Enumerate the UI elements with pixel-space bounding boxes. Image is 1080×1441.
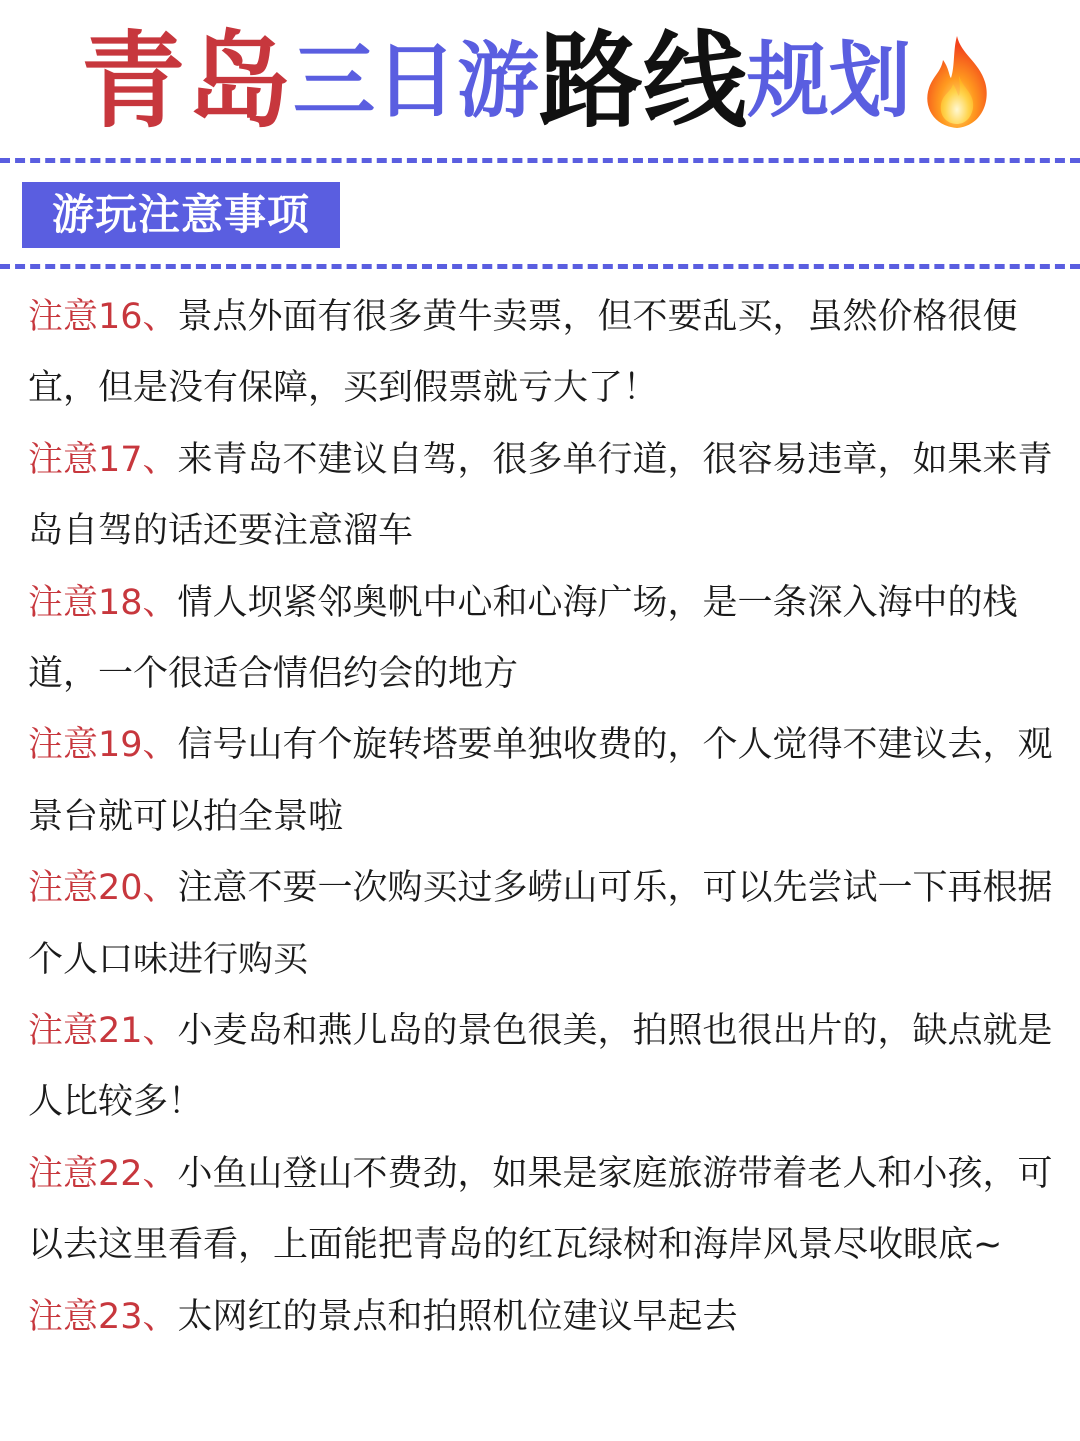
note-label: 注意20、 (28, 868, 178, 909)
title-part-qingdao: 青岛 (80, 20, 293, 142)
note-label: 注意21、 (28, 1011, 178, 1052)
note-label: 注意19、 (28, 725, 178, 766)
divider-top (0, 158, 1080, 163)
title-part-plan: 规划 (747, 34, 912, 129)
title-part-route: 路线 (539, 20, 748, 142)
note-label: 注意22、 (28, 1153, 178, 1194)
list-item (28, 425, 1068, 568)
note-label: 注意18、 (28, 582, 178, 623)
list-item (28, 568, 1068, 711)
note-text: 景点外面有很多黄牛卖票，但不要乱买，虽然价格很便宜，但是没有保障，买到假票就亏大了！ (28, 297, 1018, 409)
title-part-three-day: 三日游 (292, 34, 539, 129)
fire-icon (915, 32, 999, 132)
note-text: 注意不要一次购买过多崂山可乐，可以先尝试一下再根据个人口味进行购买 (28, 868, 1053, 980)
note-label: 注意16、 (28, 297, 178, 337)
note-text: 信号山有个旋转塔要单独收费的，个人觉得不建议去，观景台就可以拍全景啦 (28, 725, 1053, 837)
note-text: 情人坝紧邻奥帆中心和心海广场，是一条深入海中的栈道，一个很适合情侣约会的地方 (28, 582, 1018, 695)
note-label: 注意17、 (28, 439, 178, 480)
page-title (0, 18, 1080, 143)
divider-bottom (0, 264, 1080, 269)
notes-list (28, 282, 1068, 1353)
list-item (28, 282, 1068, 425)
note-text: 小麦岛和燕儿岛的景色很美，拍照也很出片的，缺点就是人比较多！ (28, 1011, 1053, 1123)
list-item (28, 710, 1068, 853)
note-label: 注意23、 (28, 1296, 178, 1337)
note-text: 小鱼山登山不费劲，如果是家庭旅游带着老人和小孩，可以去这里看看，上面能把青岛的红瓦绿树和海岸风景尽收眼底~ (28, 1153, 1053, 1266)
note-text: 来青岛不建议自驾，很多单行道，很容易违章，如果来青岛自驾的话还要注意溜车 (28, 439, 1053, 552)
list-item (28, 996, 1068, 1139)
list-item (28, 1282, 1068, 1353)
list-item (28, 853, 1068, 996)
list-item (28, 1139, 1068, 1282)
note-text: 太网红的景点和拍照机位建议早起去 (177, 1296, 738, 1337)
section-label: 游玩注意事项 (22, 182, 340, 248)
